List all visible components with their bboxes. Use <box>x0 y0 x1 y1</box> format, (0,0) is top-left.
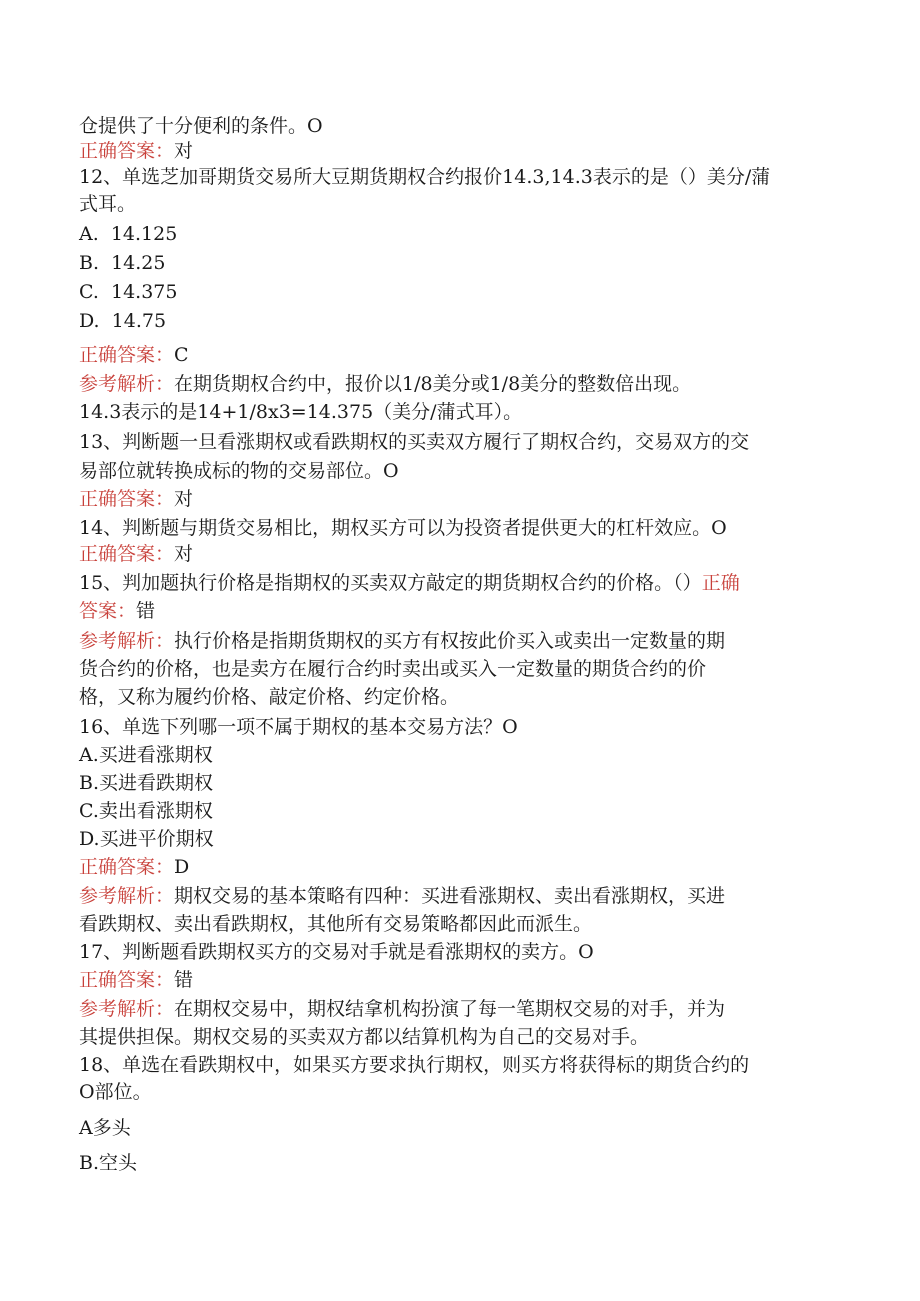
option-text: A多头 <box>79 1117 131 1139</box>
answer-line <box>79 137 193 165</box>
option-text: C.卖出看涨期权 <box>79 800 213 822</box>
explanation-line <box>79 995 725 1023</box>
text-segment: 16、单选下列哪一项不属于期权的基本交易方法？O <box>79 716 518 738</box>
text-line <box>79 910 592 938</box>
option-text: A. 14.125 <box>79 223 178 245</box>
explanation-label: 参考解析： <box>79 630 175 652</box>
answer-line <box>79 853 189 881</box>
answer-line <box>79 485 193 513</box>
answer-label: 答案： <box>79 600 137 622</box>
question-line <box>79 938 594 966</box>
question-line <box>79 713 518 741</box>
answer-value: 对 <box>174 140 194 162</box>
option-text: D. 14.75 <box>79 310 167 332</box>
option-line <box>79 1149 137 1177</box>
text-segment: 14、判断题与期货交易相比，期权买方可以为投资者提供更大的杠杆效应。O <box>79 517 727 539</box>
answer-line <box>79 597 155 625</box>
text-segment: 13、判断题一旦看涨期权或看跌期权的买卖双方履行了期权合约，交易双方的交 <box>79 431 750 453</box>
answer-value: 错 <box>136 600 156 622</box>
explanation-line <box>79 627 725 655</box>
answer-label: 正确答案： <box>79 543 175 565</box>
text-line <box>79 1023 649 1051</box>
answer-value: 错 <box>174 969 194 991</box>
option-text: B. 14.25 <box>79 252 166 274</box>
explanation-line <box>79 882 725 910</box>
option-text: A.买进看涨期权 <box>79 744 213 766</box>
text-segment: 仓提供了十分便利的条件。O <box>79 115 323 137</box>
answer-value: 对 <box>174 488 194 510</box>
text-segment: 15、判加题执行价格是指期权的买卖双方敲定的期货期权合约的价格。（） <box>79 572 702 594</box>
explanation-label: 参考解析： <box>79 998 175 1020</box>
answer-line <box>79 966 193 994</box>
answer-value: C <box>174 344 189 366</box>
text-segment: 其提供担保。期权交易的买卖双方都以结算机构为自己的交易对手。 <box>79 1026 650 1048</box>
explanation-line <box>79 370 691 398</box>
answer-label: 正确 <box>701 572 740 594</box>
question-line <box>79 514 727 542</box>
text-segment: 18、单选在看跌期权中，如果买方要求执行期权，则买方将获得标的期货合约的 <box>79 1054 750 1076</box>
option-line <box>79 797 213 825</box>
option-line <box>79 278 177 306</box>
text-segment: 式耳。 <box>79 193 137 215</box>
answer-label: 正确答案： <box>79 856 175 878</box>
option-line <box>79 825 214 853</box>
text-line <box>79 190 136 218</box>
answer-label: 正确答案： <box>79 344 175 366</box>
question-line <box>79 163 770 191</box>
text-line <box>79 655 706 683</box>
answer-line <box>79 341 189 369</box>
text-segment: 看跌期权、卖出看跌期权，其他所有交易策略都因此而派生。 <box>79 913 593 935</box>
text-line <box>79 683 459 711</box>
text-line <box>79 112 323 140</box>
text-segment: 14.3表示的是14+1/8x3=14.375（美分/蒲式耳）。 <box>79 401 523 423</box>
text-line <box>79 1078 152 1106</box>
option-text: D.买进平价期权 <box>79 828 214 850</box>
question-line <box>79 569 740 597</box>
option-line <box>79 769 213 797</box>
option-line <box>79 741 213 769</box>
text-segment: O部位。 <box>79 1081 152 1103</box>
answer-value: 对 <box>174 543 194 565</box>
text-segment: 货合约的价格，也是卖方在履行合约时卖出或买入一定数量的期货合约的价 <box>79 658 707 680</box>
text-segment: 12、单选芝加哥期货交易所大豆期货期权合约报价14.3,14.3表示的是（）美分/蒲 <box>79 166 771 188</box>
option-text: B.空头 <box>79 1152 138 1174</box>
answer-label: 正确答案： <box>79 140 175 162</box>
explanation-text: 期权交易的基本策略有四种：买进看涨期权、卖出看涨期权，买进 <box>174 885 726 907</box>
option-line <box>79 307 166 335</box>
text-segment: 易部位就转换成标的物的交易部位。O <box>79 460 399 482</box>
answer-label: 正确答案： <box>79 488 175 510</box>
answer-label: 正确答案： <box>79 969 175 991</box>
answer-line <box>79 540 193 568</box>
option-text: C. 14.375 <box>79 281 178 303</box>
text-line <box>79 398 522 426</box>
answer-value: D <box>174 856 190 878</box>
explanation-text: 在期权交易中，期权结拿机构扮演了每一笔期权交易的对手，并为 <box>174 998 726 1020</box>
explanation-text: 执行价格是指期货期权的买方有权按此价买入或卖出一定数量的期 <box>174 630 726 652</box>
explanation-label: 参考解析： <box>79 373 175 395</box>
option-line <box>79 1114 131 1142</box>
option-line <box>79 220 177 248</box>
text-segment: 17、判断题看跌期权买方的交易对手就是看涨期权的卖方。O <box>79 941 594 963</box>
question-line <box>79 1051 749 1079</box>
text-line <box>79 457 399 485</box>
text-segment: 格，又称为履约价格、敲定价格、约定价格。 <box>79 686 460 708</box>
option-line <box>79 249 165 277</box>
option-text: B.买进看跌期权 <box>79 772 214 794</box>
question-line <box>79 428 749 456</box>
explanation-label: 参考解析： <box>79 885 175 907</box>
explanation-text: 在期货期权合约中，报价以1/8美分或1/8美分的整数倍出现。 <box>174 373 692 395</box>
